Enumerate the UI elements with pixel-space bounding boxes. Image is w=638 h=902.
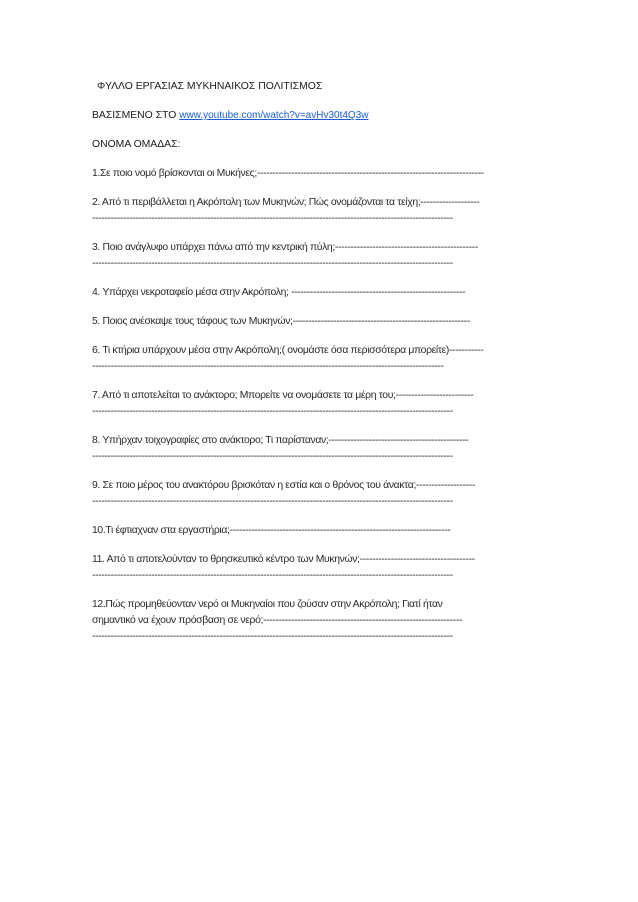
question-7-line-1: 7. Από τι αποτελείται το ανάκτορο; Μπορείτε να ονομάσετε τα μέρη του;------------------------- (92, 390, 474, 401)
question-7-answer-line: -------------------------------------------------------------------------------------------------------------------- (92, 406, 453, 417)
worksheet-title (92, 79, 544, 95)
question-6 (92, 343, 544, 375)
youtube-link[interactable]: www.youtube.com/watch?v=avHv30t4Q3w (179, 110, 369, 121)
question-12 (92, 597, 544, 645)
worksheet-content (92, 79, 544, 645)
source-line-text (92, 108, 544, 124)
question-11 (92, 552, 544, 584)
source-line (92, 108, 544, 124)
question-9-line-1: 9. Σε ποιο μέρος του ανακτόρου βρισκόταν η εστία και ο θρόνος του άνακτα;------------------- (92, 480, 476, 491)
question-8 (92, 433, 544, 465)
question-8-line-1: 8. Υπήρχαν τοιχογραφίες στο ανάκτορο; Τι παρίσταναν;--------------------------------------------- (92, 435, 469, 446)
question-6-line-1: 6. Τι κτήρια υπάρχουν μέσα στην Ακρόπολη;( ονομάστε όσα περισσότερα μπορείτε)----------- (92, 345, 484, 356)
question-11-answer-line: -------------------------------------------------------------------------------------------------------------------- (92, 570, 453, 581)
question-9 (92, 478, 544, 510)
question-1 (92, 166, 544, 182)
question-3-line-1: 3. Ποιο ανάγλυφο υπάρχει πάνω από την κεντρική πύλη;---------------------------------------------- (92, 242, 478, 253)
question-4 (92, 285, 544, 301)
question-2-answer-line: -------------------------------------------------------------------------------------------------------------------- (92, 213, 453, 224)
question-2-line-1: 2. Από τι περιβάλλεται η Ακρόπολη των Μυκηνών; Πώς ονομάζονται τα τείχη;------------------- (92, 197, 480, 208)
question-10 (92, 523, 544, 539)
question-10-line-1: 10.Τι έφτιαχναν στα εργαστήρια;----------------------------------------------------------------------- (92, 525, 451, 536)
question-6-answer-line: ----------------------------------------------------------------------------------------------------------------- (92, 361, 444, 372)
based-on-label: ΒΑΣΙΣΜΕΝΟ ΣΤΟ (92, 110, 180, 121)
question-5 (92, 314, 544, 330)
question-2 (92, 195, 544, 227)
question-8-answer-line: -------------------------------------------------------------------------------------------------------------------- (92, 451, 453, 462)
question-4-line-1: 4. Υπάρχει νεκροταφείο μέσα στην Ακρόπολη; -------------------------------------------------------- (92, 287, 466, 298)
question-12-line-1: 12.Πώς προμηθεύονταν νερό οι Μυκηναίοι που ζούσαν στην Ακρόπολη; Γιατί ήταν (92, 599, 443, 610)
group-name-line (92, 137, 544, 153)
group-name-label: ΟΝΟΜΑ ΟΜΑΔΑΣ: (92, 139, 181, 150)
question-9-answer-line: -------------------------------------------------------------------------------------------------------------------- (92, 496, 453, 507)
title-text: ΦΥΛΛΟ ΕΡΓΑΣΙΑΣ ΜΥΚΗΝΑΙΚΟΣ ΠΟΛΙΤΙΣΜΟΣ (97, 81, 323, 92)
question-1-line-1: 1.Σε ποιο νομό βρίσκονται οι Μυκήνες;------------------------------------------------------------------------- (92, 168, 484, 179)
question-5-line-1: 5. Ποιος ανέσκαψε τους τάφους των Μυκηνών;--------------------------------------------------------- (92, 316, 470, 327)
question-12-line-2: σημαντικό να έχουν πρόσβαση σε νερό;---------------------------------------------------------------- (92, 615, 463, 626)
question-7 (92, 388, 544, 420)
question-3-answer-line: -------------------------------------------------------------------------------------------------------------------- (92, 258, 453, 269)
question-3 (92, 240, 544, 272)
question-12-answer-line: -------------------------------------------------------------------------------------------------------------------- (92, 631, 453, 642)
question-11-line-1: 11. Από τι αποτελούνταν το θρησκευτικό κέντρο των Μυκηνών;------------------------------------- (92, 554, 475, 565)
